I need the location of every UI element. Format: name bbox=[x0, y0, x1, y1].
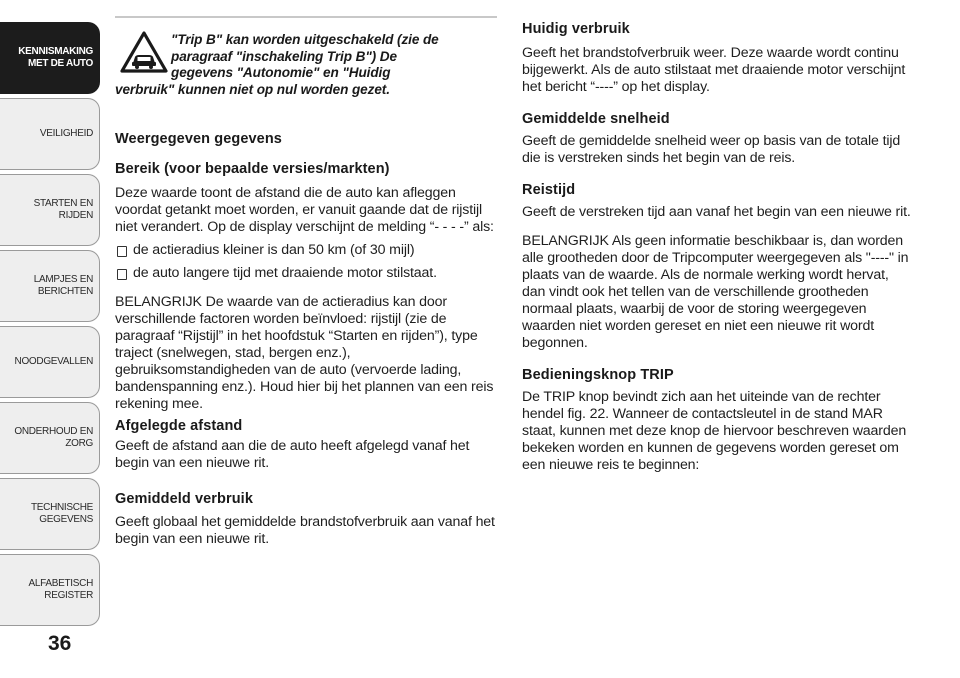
heading-range: Bereik (voor bepaalde versies/markten) bbox=[115, 161, 390, 177]
avg-speed-text: Geeft de gemiddelde snelheid weer op basis van de totale tijd die is verstreken sinds het begin van de reis. bbox=[522, 133, 901, 166]
warning-line: verbruik" kunnen niet op nul worden gezet. bbox=[115, 81, 390, 97]
list-item-text: de actieradius kleiner is dan 50 km (of 30 mijl) bbox=[133, 242, 415, 258]
heading-avg-consumption: Gemiddeld verbruik bbox=[115, 491, 253, 507]
list-item bbox=[115, 265, 497, 282]
tab-noodgevallen[interactable]: NOODGEVALLEN bbox=[0, 326, 100, 398]
left-column bbox=[115, 16, 497, 548]
trip-button-text: De TRIP knop bevindt zich aan het uiteinde van de rechter hendel fig. 22. Wanneer de contactsleutel in de stand MAR staat, kunnen met deze knop de hiervoor beschreven waarden bekeken worden en kunnen de gegevens worden gereset om een nieuwe reis te beginnen: bbox=[522, 389, 907, 473]
warning-line: gegevens "Autonomie" en "Huidig bbox=[171, 65, 391, 81]
list-item-text: de auto langere tijd met draaiende motor stilstaat. bbox=[133, 265, 437, 281]
travel-time-text: Geeft de verstreken tijd aan vanaf het begin van een nieuwe rit. bbox=[522, 204, 911, 220]
heading-current-consumption: Huidig verbruik bbox=[522, 21, 630, 37]
heading-trip-button: Bedieningsknop TRIP bbox=[522, 367, 674, 383]
right-column bbox=[522, 20, 912, 474]
tab-starten-en-rijden[interactable]: STARTEN EN RIJDEN bbox=[0, 174, 100, 246]
warning-line: "Trip B" kan worden uitgeschakeld (zie de bbox=[171, 32, 439, 47]
important-no-info-text: BELANGRIJK Als geen informatie beschikbaar is, dan worden alle grootheden door de Tripcomputer weergegeven als "----" in plaats van de waarde. Als de normale werking wordt hervat, dan vindt ook het tellen van de verschillende grootheden normaal plaats, waarbij de voor de storing weergegeven waarden niet worden gereset en niet een nieuwe rit wordt begonnen. bbox=[522, 233, 909, 351]
warning-line: paragraaf "inschakeling Trip B") De bbox=[171, 48, 397, 64]
warning-note bbox=[115, 16, 497, 108]
distance-text: Geeft de afstand aan die de auto heeft afgelegd vanaf het begin van een nieuwe rit. bbox=[115, 438, 470, 471]
heading-travel-time: Reistijd bbox=[522, 182, 576, 198]
heading-displayed-data: Weergegeven gegevens bbox=[115, 131, 282, 147]
checkbox-bullet-icon bbox=[117, 246, 127, 257]
range-text: Deze waarde toont de afstand die de auto kan afleggen voordat getankt moet worden, er vanuit gaande dat de rijstijl niet verandert. Op de display verschijnt de melding “- - - -” als: bbox=[115, 185, 494, 235]
tab-alfabetisch-register[interactable]: ALFABETISCH REGISTER bbox=[0, 554, 100, 626]
tab-lampjes-en-berichten[interactable]: LAMPJES EN BERICHTEN bbox=[0, 250, 100, 322]
page-number: 36 bbox=[48, 632, 72, 655]
heading-avg-speed: Gemiddelde snelheid bbox=[522, 111, 670, 127]
tab-kennismaking[interactable]: KENNISMAKING MET DE AUTO bbox=[0, 22, 100, 94]
warning-text bbox=[115, 32, 497, 98]
tab-onderhoud-en-zorg[interactable]: ONDERHOUD EN ZORG bbox=[0, 402, 100, 474]
range-conditions-list bbox=[115, 242, 497, 282]
tab-technische-gegevens[interactable]: TECHNISCHE GEGEVENS bbox=[0, 478, 100, 550]
checkbox-bullet-icon bbox=[117, 269, 127, 280]
avg-consumption-text: Geeft globaal het gemiddelde brandstofverbruik aan vanaf het begin van een nieuwe rit. bbox=[115, 514, 495, 547]
important-range-text: BELANGRIJK De waarde van de actieradius kan door verschillende factoren worden beïnvloed: rijstijl (zie de paragraaf “Rijstijl” in het hoofdstuk “Starten en rijden”), type traject (snelwegen, stad, bergen enz.), gebruiksomstandigheden van de auto (vervoerde lading, bandenspanning enz.). Houd hier bij het plannen van een reis rekening mee. bbox=[115, 294, 494, 412]
current-consumption-text: Geeft het brandstofverbruik weer. Deze waarde wordt continu bijgewerkt. Als de auto stilstaat met draaiende motor verschijnt het bericht “----” op het display. bbox=[522, 45, 906, 95]
heading-distance: Afgelegde afstand bbox=[115, 418, 243, 434]
list-item bbox=[115, 242, 497, 259]
tab-veiligheid[interactable]: VEILIGHEID bbox=[0, 98, 100, 170]
